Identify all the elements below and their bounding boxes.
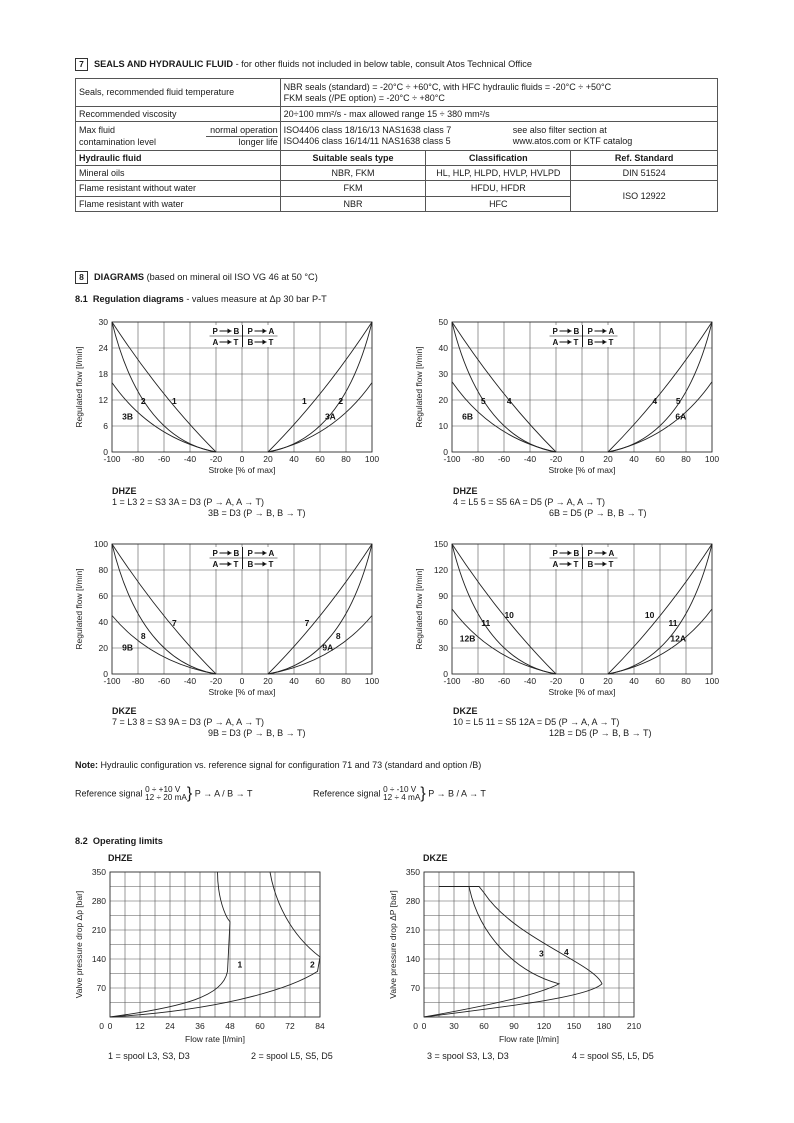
x-tick-label: -20 — [549, 454, 563, 464]
x-tick-label: -100 — [443, 454, 461, 464]
x-tick-label: 40 — [629, 454, 639, 464]
x-axis-label: Stroke [% of max] — [208, 465, 276, 475]
subsection-8-2-heading — [75, 836, 163, 846]
x-tick-label: -60 — [157, 676, 171, 686]
x-tick-label: 80 — [341, 676, 351, 686]
x-tick-label: 180 — [596, 1021, 612, 1031]
header-hydraulic-fluid: Hydraulic fluid — [76, 151, 281, 166]
x-tick-label: 40 — [289, 454, 299, 464]
section-8-heading — [75, 271, 318, 284]
diagram-4-legend — [453, 706, 651, 739]
y-tick-label: 70 — [96, 983, 106, 993]
x-axis-label: Flow rate [l/min] — [499, 1034, 559, 1044]
x-tick-label: 150 — [566, 1021, 582, 1031]
symbol-letter: A — [212, 560, 219, 569]
y-tick-label: 30 — [98, 317, 108, 327]
x-tick-label: 40 — [629, 676, 639, 686]
seals-cell: FKM — [280, 181, 426, 197]
symbol-letter: A — [608, 327, 615, 336]
operating-limits-chart-1 — [70, 864, 330, 1049]
subsection-number: 8.2 — [75, 836, 88, 846]
x-tick-label: -40 — [523, 454, 537, 464]
operating-limits-legend-2 — [427, 1051, 654, 1062]
seals-value-fkm: FKM seals (/PE option) = -20°C ÷ +80°C — [283, 92, 445, 103]
max-fluid-text: Max fluid — [79, 125, 116, 135]
symbol-letter: B — [247, 560, 254, 569]
curve-label: 2 — [338, 395, 344, 406]
y-tick-label: 30 — [438, 369, 448, 379]
curve-label: 11 — [481, 617, 491, 628]
legend-title: DHZE — [112, 486, 137, 496]
legend-line: 3B = D3 (P → B, B → T) — [208, 508, 306, 518]
y-tick-label: 40 — [438, 343, 448, 353]
diagram-1-legend — [112, 486, 305, 519]
x-tick-label: 24 — [165, 1021, 175, 1031]
y-tick-label: 24 — [98, 343, 108, 353]
brace-icon: } — [420, 785, 426, 802]
section-title: SEALS AND HYDRAULIC FLUID — [94, 59, 234, 69]
fluid-cell: Mineral oils — [76, 166, 281, 181]
symbol-letter: P — [587, 549, 593, 558]
x-tick-label: 40 — [289, 676, 299, 686]
x-tick-label: 12 — [135, 1021, 145, 1031]
y-tick-label: 280 — [405, 896, 420, 906]
y-tick-label: 50 — [438, 317, 448, 327]
section-title: DIAGRAMS — [94, 272, 145, 282]
x-tick-label: 80 — [681, 676, 691, 686]
section-7-heading — [75, 58, 532, 71]
y-tick-label: 210 — [405, 925, 420, 935]
y-axis-label: Valve pressure drop Δp [bar] — [74, 890, 84, 999]
symbol-letter: B — [573, 327, 580, 336]
curve-label: 4 — [652, 395, 658, 406]
curve-label: 6A — [675, 411, 687, 422]
diagram-3-legend — [112, 706, 305, 739]
symbol-letter: P — [212, 549, 218, 558]
symbol-letter: P — [247, 549, 253, 558]
symbol-letter: P — [587, 327, 593, 336]
y-tick-label: 40 — [98, 617, 108, 627]
x-tick-label: -20 — [209, 676, 223, 686]
symbol-letter: B — [233, 549, 240, 558]
curve-label: 1 — [172, 395, 177, 406]
x-tick-label: 72 — [285, 1021, 295, 1031]
symbol-letter: B — [573, 549, 580, 558]
operating-limits-title-2: DKZE — [423, 853, 448, 863]
signal-current: 12 ÷ 4 mA — [383, 793, 421, 802]
y-tick-label: 140 — [405, 954, 420, 964]
header-classification: Classification — [426, 151, 571, 166]
symbol-letter: T — [233, 560, 239, 569]
x-axis-label: Stroke [% of max] — [208, 687, 276, 697]
x-tick-label: 20 — [263, 676, 273, 686]
x-tick-label: 0 — [421, 1021, 427, 1031]
curve-label: 3A — [324, 411, 336, 422]
symbol-letter: T — [608, 338, 614, 347]
x-tick-label: 120 — [536, 1021, 552, 1031]
regulation-diagram-3 — [70, 536, 390, 708]
x-tick-label: 60 — [655, 676, 665, 686]
curve-label: 7 — [304, 617, 310, 628]
operating-limits-chart-2 — [384, 864, 644, 1049]
y-axis-label: Regulated flow [l/min] — [74, 568, 84, 650]
x-tick-label: -60 — [157, 454, 171, 464]
curve-label: 4 — [506, 395, 512, 406]
normal-operation-text: normal operation — [206, 125, 278, 137]
x-tick-label: -80 — [131, 676, 145, 686]
series-line-4 — [424, 887, 602, 1018]
header-seals-type: Suitable seals type — [280, 151, 426, 166]
curve-label: 1 — [237, 959, 243, 970]
y-axis-label: Valve pressure drop ΔP [bar] — [388, 890, 398, 999]
curve-label: 7 — [172, 617, 177, 628]
legend-item: 1 = spool L3, S3, D3 — [108, 1051, 190, 1061]
regulation-diagram-4 — [410, 536, 730, 708]
y-tick-label: 0 — [103, 447, 108, 457]
y-tick-label: 10 — [438, 421, 448, 431]
seals-value — [280, 79, 717, 107]
subsection-title: Operating limits — [92, 836, 163, 846]
x-tick-label: 0 — [239, 454, 245, 464]
classification-cell: HFC — [426, 197, 571, 212]
curve-label: 1 — [302, 395, 307, 406]
y-tick-label: 60 — [98, 591, 108, 601]
y-tick-label: 0 — [443, 447, 448, 457]
seals-label: Seals, recommended fluid temperature — [76, 79, 281, 107]
y-tick-label: 90 — [438, 591, 448, 601]
reference-signal-label: Reference signal — [75, 788, 143, 799]
signal-voltage: 0 ÷ +10 V — [145, 784, 181, 794]
y-tick-label: 0 — [103, 669, 108, 679]
table-row — [76, 166, 718, 181]
symbol-letter: B — [587, 338, 594, 347]
y-tick-label: 6 — [103, 421, 108, 431]
symbol-letter: A — [552, 338, 559, 347]
subsection-subtitle: - values measure at Δp 30 bar P-T — [183, 294, 327, 304]
x-tick-label: 20 — [603, 676, 613, 686]
curve-label: 9B — [122, 642, 134, 653]
y-tick-label: 0 — [99, 1021, 104, 1031]
seals-fluid-table — [75, 78, 718, 212]
y-tick-label: 350 — [405, 867, 420, 877]
symbol-letter: T — [233, 338, 239, 347]
fluid-cell: Flame resistant without water — [76, 181, 281, 197]
y-axis-label: Regulated flow [l/min] — [414, 346, 424, 428]
header-ref-standard: Ref. Standard — [571, 151, 718, 166]
x-tick-label: 0 — [239, 676, 245, 686]
x-tick-label: 80 — [681, 454, 691, 464]
legend-item: 2 = spool L5, S5, D5 — [251, 1051, 333, 1061]
x-axis-label: Stroke [% of max] — [548, 687, 616, 697]
y-tick-label: 0 — [413, 1021, 418, 1031]
y-tick-label: 350 — [91, 867, 106, 877]
legend-line: 10 = L5 11 = S5 12A = D5 (P → A, A → T) — [453, 717, 620, 727]
note-text: Hydraulic configuration vs. reference signal for configuration 71 and 73 (standard and option /B) — [98, 760, 482, 770]
standard-cell: DIN 51524 — [571, 166, 718, 181]
reference-signal-2 — [313, 785, 486, 803]
operating-limits-legend-1 — [108, 1051, 333, 1062]
longer-life-value: ISO4406 class 16/14/11 NAS1638 class 5 — [283, 136, 451, 146]
y-tick-label: 150 — [433, 539, 448, 549]
legend-title: DKZE — [112, 706, 137, 716]
y-tick-label: 60 — [438, 617, 448, 627]
subsection-title: Regulation diagrams — [92, 294, 184, 304]
classification-cell: HFDU, HFDR — [426, 181, 571, 197]
y-tick-label: 20 — [438, 395, 448, 405]
x-tick-label: 60 — [655, 454, 665, 464]
symbol-letter: A — [608, 549, 615, 558]
curve-label: 11 — [668, 617, 678, 628]
symbol-letter: A — [552, 560, 559, 569]
x-tick-label: 20 — [263, 454, 273, 464]
symbol-letter: P — [552, 327, 558, 336]
x-tick-label: -40 — [523, 676, 537, 686]
y-tick-label: 210 — [91, 925, 106, 935]
curve-label: 6B — [462, 411, 474, 422]
note-label: Note: — [75, 760, 98, 770]
x-tick-label: 36 — [195, 1021, 205, 1031]
brace-icon: } — [186, 785, 193, 802]
x-tick-label: -40 — [183, 454, 197, 464]
x-tick-label: 80 — [341, 454, 351, 464]
see-also-text: see also filter section at — [512, 125, 607, 135]
y-axis-label: Regulated flow [l/min] — [74, 346, 84, 428]
symbol-letter: T — [268, 560, 274, 569]
x-axis-label: Flow rate [l/min] — [185, 1034, 245, 1044]
signal-result: P → A / B → T — [194, 788, 253, 799]
signal-range — [145, 786, 187, 803]
curve-label: 10 — [504, 610, 514, 621]
x-tick-label: -100 — [103, 454, 121, 464]
diagram-2-legend — [453, 486, 646, 519]
curve-label: 5 — [675, 395, 681, 406]
table-row — [76, 181, 718, 197]
x-tick-label: -20 — [549, 676, 563, 686]
x-tick-label: -80 — [131, 454, 145, 464]
standard-cell: ISO 12922 — [571, 181, 718, 212]
legend-line: 6B = D5 (P → B, B → T) — [549, 508, 647, 518]
seals-value-nbr: NBR seals (standard) = -20°C ÷ +60°C, with HFC hydraulic fluids = -20°C ÷ +50°C — [283, 81, 612, 92]
x-tick-label: 60 — [315, 676, 325, 686]
contamination-label — [76, 122, 281, 151]
x-tick-label: 60 — [255, 1021, 265, 1031]
symbol-letter: P — [552, 549, 558, 558]
y-tick-label: 12 — [98, 395, 108, 405]
legend-title: DHZE — [453, 486, 478, 496]
y-tick-label: 120 — [433, 565, 448, 575]
x-tick-label: -100 — [443, 676, 461, 686]
y-tick-label: 0 — [443, 669, 448, 679]
regulation-diagram-1 — [70, 314, 390, 486]
y-tick-label: 18 — [98, 369, 108, 379]
symbol-letter: T — [573, 560, 579, 569]
x-tick-label: 100 — [704, 676, 720, 686]
curve-label: 9A — [322, 642, 334, 653]
symbol-letter: P — [212, 327, 218, 336]
x-tick-label: 84 — [315, 1021, 325, 1031]
symbol-letter: A — [268, 549, 275, 558]
symbol-letter: B — [587, 560, 594, 569]
seals-cell: NBR — [280, 197, 426, 212]
x-tick-label: 48 — [225, 1021, 235, 1031]
reference-signal-1 — [75, 785, 252, 803]
legend-line: 9B = D3 (P → B, B → T) — [208, 728, 306, 738]
symbol-letter: A — [268, 327, 275, 336]
x-axis-label: Stroke [% of max] — [548, 465, 616, 475]
curve-label: 3 — [539, 948, 544, 959]
x-tick-label: -40 — [183, 676, 197, 686]
normal-operation-value: ISO4406 class 18/16/13 NAS1638 class 7 — [283, 125, 452, 135]
x-tick-label: -100 — [103, 676, 121, 686]
curve-label: 12A — [670, 633, 686, 644]
symbol-letter: T — [573, 338, 579, 347]
reference-signal-label: Reference signal — [313, 788, 381, 799]
curve-label: 4 — [564, 946, 569, 957]
symbol-letter: B — [247, 338, 254, 347]
legend-item: 4 = spool S5, L5, D5 — [572, 1051, 654, 1061]
x-tick-label: 60 — [315, 454, 325, 464]
operating-limits-title-1: DHZE — [108, 853, 133, 863]
symbol-letter: P — [247, 327, 253, 336]
y-tick-label: 20 — [98, 643, 108, 653]
x-tick-label: 30 — [449, 1021, 459, 1031]
x-tick-label: 100 — [704, 454, 720, 464]
curve-label: 2 — [310, 959, 315, 970]
section-subtitle: (based on mineral oil ISO VG 46 at 50 °C) — [144, 272, 318, 282]
legend-line: 4 = L5 5 = S5 6A = D5 (P → A, A → T) — [453, 497, 606, 507]
section-number: 8 — [75, 271, 88, 284]
x-tick-label: 100 — [364, 676, 380, 686]
viscosity-label: Recommended viscosity — [76, 107, 281, 122]
viscosity-value: 20÷100 mm²/s - max allowed range 15 ÷ 380 mm²/s — [280, 107, 717, 122]
x-tick-label: 0 — [579, 676, 585, 686]
y-tick-label: 30 — [438, 643, 448, 653]
x-tick-label: -80 — [471, 454, 485, 464]
symbol-letter: B — [233, 327, 240, 336]
curve-label: 12B — [459, 633, 476, 644]
signal-voltage: 0 ÷ -10 V — [383, 784, 417, 794]
curve-label: 2 — [140, 395, 146, 406]
x-tick-label: 210 — [626, 1021, 642, 1031]
symbol-letter: T — [608, 560, 614, 569]
longer-life-text: longer life — [238, 137, 278, 147]
curve-label: 10 — [644, 610, 655, 621]
subsection-number: 8.1 — [75, 294, 88, 304]
signal-range — [383, 786, 420, 803]
classification-cell: HL, HLP, HLPD, HVLP, HVLPD — [426, 166, 571, 181]
fluid-cell: Flame resistant with water — [76, 197, 281, 212]
see-also-link-text: www.atos.com or KTF catalog — [512, 136, 633, 146]
symbol-letter: T — [268, 338, 274, 347]
y-axis-label: Regulated flow [l/min] — [414, 568, 424, 650]
seals-cell: NBR, FKM — [280, 166, 426, 181]
x-tick-label: 0 — [107, 1021, 113, 1031]
y-tick-label: 100 — [93, 539, 108, 549]
curve-label: 8 — [335, 630, 341, 641]
curve-label: 3B — [122, 411, 134, 422]
y-tick-label: 80 — [98, 565, 108, 575]
signal-result: P → B / A → T — [428, 788, 486, 799]
signal-current: 12 ÷ 20 mA — [145, 793, 187, 802]
configuration-note — [75, 760, 481, 770]
y-tick-label: 140 — [91, 954, 106, 964]
section-subtitle: - for other fluids not included in below table, consult Atos Technical Office — [233, 59, 532, 69]
contamination-level-text: contamination level — [79, 137, 157, 147]
series-line-1 — [218, 872, 228, 918]
x-tick-label: 20 — [603, 454, 613, 464]
legend-line: 1 = L3 2 = S3 3A = D3 (P → A, A → T) — [112, 497, 265, 507]
legend-line: 12B = D5 (P → B, B → T) — [549, 728, 652, 738]
y-tick-label: 280 — [91, 896, 106, 906]
x-tick-label: -20 — [209, 454, 223, 464]
legend-item: 3 = spool S3, L3, D3 — [427, 1051, 509, 1061]
x-tick-label: -60 — [497, 454, 511, 464]
x-tick-label: -60 — [497, 676, 511, 686]
x-tick-label: 100 — [364, 454, 380, 464]
curve-label: 5 — [480, 395, 486, 406]
curve-label: 8 — [140, 630, 146, 641]
x-tick-label: 60 — [479, 1021, 489, 1031]
legend-line: 7 = L3 8 = S3 9A = D3 (P → A, A → T) — [112, 717, 265, 727]
filter-reference — [512, 122, 718, 151]
section-number: 7 — [75, 58, 88, 71]
regulation-diagram-2 — [410, 314, 730, 486]
legend-title: DKZE — [453, 706, 478, 716]
subsection-8-1-heading — [75, 294, 327, 304]
x-tick-label: -80 — [471, 676, 485, 686]
symbol-letter: A — [212, 338, 219, 347]
x-tick-label: 0 — [579, 454, 585, 464]
y-tick-label: 70 — [410, 983, 420, 993]
x-tick-label: 90 — [509, 1021, 519, 1031]
